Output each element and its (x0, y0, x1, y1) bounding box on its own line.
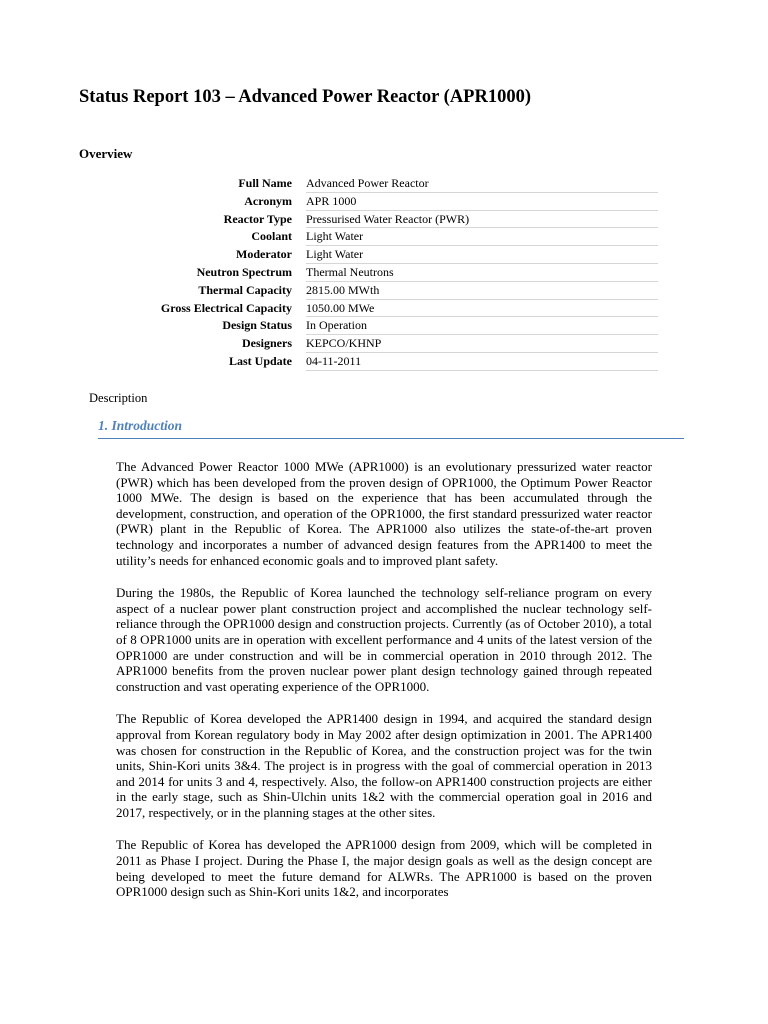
overview-row (100, 299, 658, 317)
paragraph: The Republic of Korea developed the APR1400 design in 1994, and acquired the standard design approval from Korean regulatory body in May 2002 after design optimization in 2001. The APR1400 was chosen for construction in the Republic of Korea, and the construction project was for the twin units, Shin-Kori units 3&4. The project is in progress with the goal of commercial operation in 2013 and 2014 for units 3 and 4, respectively. Also, the follow-on APR1400 construction projects are either in the early stage, such as Shin-Ulchin units 1&2 with the commercial operation goal in 2016 and 2017, respectively, or in the planning stages at the other sites. (116, 711, 652, 820)
overview-value: Pressurised Water Reactor (PWR) (306, 210, 658, 228)
paragraph: The Advanced Power Reactor 1000 MWe (APR1000) is an evolutionary pressurized water reactor (PWR) which has been developed from the proven design of OPR1000, the Optimum Power Reactor 1000 MWe. The design is based on the experience that has been accumulated through the development, construction, and operation of the OPR1000, the first standard pressurized water reactor (PWR) plant in the Republic of Korea. The APR1000 also utilizes the state-of-the-art proven technology and incorporates a number of advanced design features from the APR1400 to meet the utility’s needs for enhanced economic goals and to improved plant safety. (116, 459, 652, 568)
page-title: Status Report 103 – Advanced Power Reactor (APR1000) (79, 87, 531, 107)
overview-row (100, 352, 658, 370)
overview-label: Moderator (236, 247, 292, 262)
overview-row (100, 175, 658, 192)
paragraph: During the 1980s, the Republic of Korea launched the technology self-reliance program on every aspect of a nuclear power plant construction project and accomplished the nuclear technology self-reliance through the OPR1000 design and construction projects. Currently (as of October 2010), a total of 8 OPR1000 units are in operation with excellent performance and 4 units of the latest version of the OPR1000 are under construction and will be in commercial operation in 2010 through 2012. The APR1000 benefits from the proven nuclear power plant design technology gained through repeated construction and vast operating experience of the OPR1000. (116, 585, 652, 694)
overview-table (100, 175, 658, 371)
overview-row (100, 192, 658, 210)
overview-heading: Overview (79, 146, 133, 161)
overview-row (100, 246, 658, 264)
overview-label: Designers (242, 336, 292, 351)
overview-row (100, 210, 658, 228)
introduction-body (116, 459, 652, 917)
overview-row (100, 281, 658, 299)
overview-label: Neutron Spectrum (196, 264, 292, 279)
overview-label: Reactor Type (223, 211, 292, 226)
overview-label: Design Status (222, 318, 292, 333)
overview-value: 04-11-2011 (306, 352, 658, 370)
overview-row (100, 335, 658, 353)
overview-label: Coolant (251, 229, 292, 244)
overview-label: Thermal Capacity (198, 282, 292, 297)
overview-value: KEPCO/KHNP (306, 335, 658, 353)
description-label: Description (89, 391, 148, 405)
overview-label: Last Update (228, 353, 292, 368)
overview-value: Advanced Power Reactor (306, 175, 658, 192)
overview-row (100, 228, 658, 246)
overview-row (100, 317, 658, 335)
section-heading-introduction: 1. Introduction (98, 418, 684, 439)
overview-value: 2815.00 MWth (306, 281, 658, 299)
overview-value: In Operation (306, 317, 658, 335)
overview-value: APR 1000 (306, 192, 658, 210)
overview-value: Thermal Neutrons (306, 263, 658, 281)
overview-value: Light Water (306, 246, 658, 264)
overview-value: Light Water (306, 228, 658, 246)
overview-label: Acronym (244, 193, 292, 208)
overview-label: Gross Electrical Capacity (160, 300, 292, 315)
overview-label: Full Name (238, 176, 292, 191)
overview-row (100, 263, 658, 281)
overview-value: 1050.00 MWe (306, 299, 658, 317)
paragraph: The Republic of Korea has developed the APR1000 design from 2009, which will be completed in 2011 as Phase I project. During the Phase I, the major design goals as well as the design concept are being developed to meet the future demand for ALWRs. The APR1000 is based on the proven OPR1000 design such as Shin-Kori units 1&2, and incorporates (116, 837, 652, 900)
